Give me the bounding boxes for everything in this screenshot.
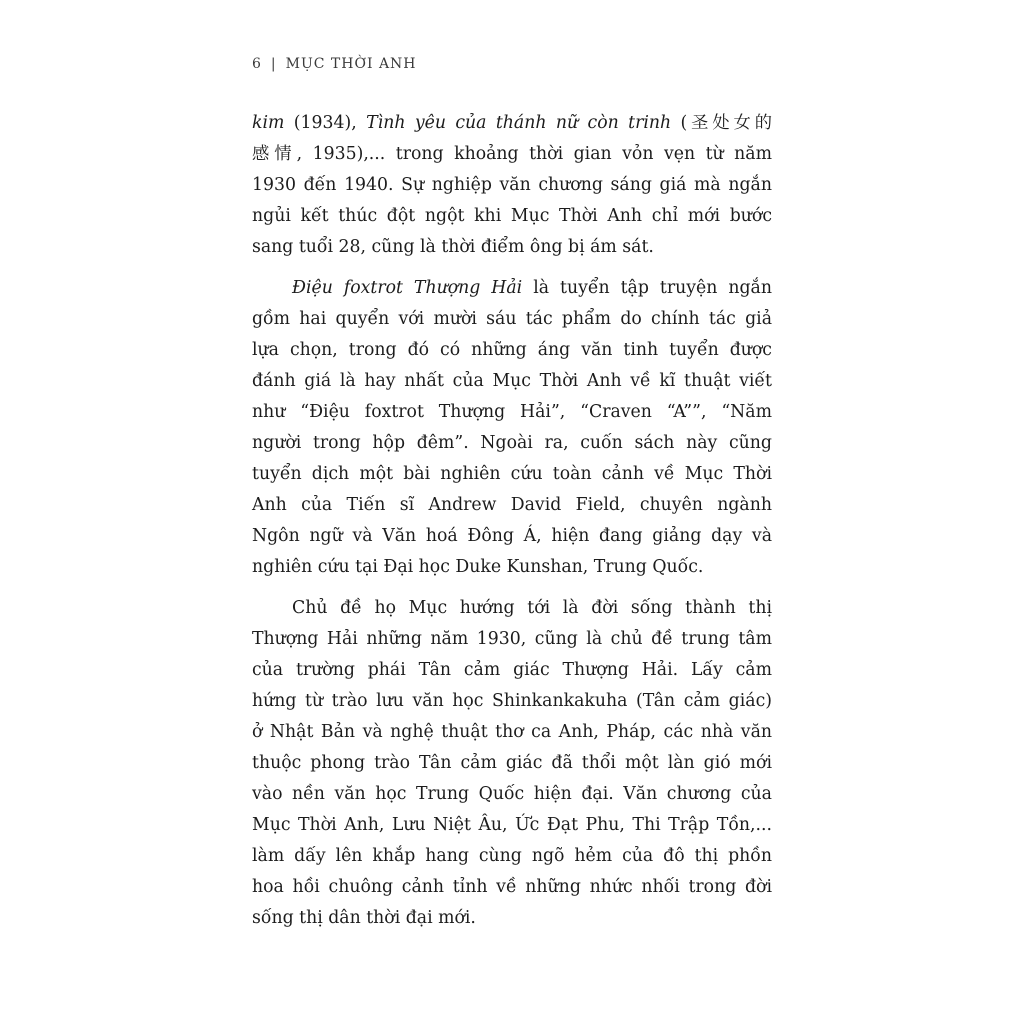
text-line xyxy=(252,366,772,397)
text-line xyxy=(252,748,772,779)
paragraph-gap xyxy=(252,583,772,593)
text-run: đánh giá là hay nhất của Mục Thời Anh về kĩ thuật viết xyxy=(252,371,772,391)
body-text xyxy=(252,108,772,934)
paragraph-gap xyxy=(252,263,772,273)
text-line xyxy=(252,810,772,841)
text-run: làm dấy lên khắp hang cùng ngõ hẻm của đô thị phồn xyxy=(252,846,772,866)
text-run: vào nền văn học Trung Quốc hiện đại. Văn chương của xyxy=(252,784,772,804)
italic-title: kim xyxy=(252,113,285,133)
text-run: 1930 đến 1940. Sự nghiệp văn chương sáng giá mà ngắn xyxy=(252,175,772,195)
text-run: Chủ đề họ Mục hướng tới là đời sống thành thị xyxy=(292,598,772,618)
text-line xyxy=(252,624,772,655)
text-line xyxy=(252,841,772,872)
text-run: nghiên cứu tại Đại học Duke Kunshan, Trung Quốc. xyxy=(252,557,704,577)
text-line xyxy=(252,459,772,490)
paragraph xyxy=(252,108,772,263)
text-line xyxy=(252,201,772,232)
text-line xyxy=(252,490,772,521)
text-run: hứng từ trào lưu văn học Shinkankakuha (Tân cảm giác) xyxy=(252,691,772,711)
text-line xyxy=(252,903,772,934)
text-run: Mục Thời Anh, Lưu Niệt Âu, Ức Đạt Phu, Thi Trập Tồn,... xyxy=(252,815,772,835)
text-line xyxy=(252,397,772,428)
text-run: (圣处女的 xyxy=(671,113,772,133)
italic-title: Tình yêu của thánh nữ còn trinh xyxy=(366,113,672,133)
text-line xyxy=(252,779,772,810)
text-run: sang tuổi 28, cũng là thời điểm ông bị ám sát. xyxy=(252,237,654,257)
text-line xyxy=(252,273,772,304)
italic-title: Điệu foxtrot Thượng Hải xyxy=(292,278,523,298)
text-line xyxy=(252,170,772,201)
text-line xyxy=(252,521,772,552)
text-line xyxy=(252,552,772,583)
text-line xyxy=(252,872,772,903)
running-header xyxy=(252,56,417,72)
text-run: lựa chọn, trong đó có những áng văn tinh tuyển được xyxy=(252,340,772,360)
text-run: ngủi kết thúc đột ngột khi Mục Thời Anh chỉ mới bước xyxy=(252,206,772,226)
text-run: là tuyển tập truyện ngắn xyxy=(522,278,772,298)
text-run: người trong hộp đêm”. Ngoài ra, cuốn sách này cũng xyxy=(252,433,772,453)
paragraph xyxy=(252,273,772,583)
text-line xyxy=(252,108,772,139)
text-run: của trường phái Tân cảm giác Thượng Hải. Lấy cảm xyxy=(252,660,772,680)
text-line xyxy=(252,686,772,717)
text-run: gồm hai quyển với mười sáu tác phẩm do chính tác giả xyxy=(252,309,772,329)
text-run: ở Nhật Bản và nghệ thuật thơ ca Anh, Pháp, các nhà văn xyxy=(252,722,772,742)
text-run: (1934), xyxy=(284,113,367,133)
text-run: Ngôn ngữ và Văn hoá Đông Á, hiện đang giảng dạy và xyxy=(252,526,772,546)
running-title: MỤC THỜI ANH xyxy=(285,56,417,72)
text-line xyxy=(252,139,772,170)
text-line xyxy=(252,428,772,459)
text-line xyxy=(252,335,772,366)
text-run: Anh của Tiến sĩ Andrew David Field, chuyên ngành xyxy=(252,495,772,515)
text-run: như “Điệu foxtrot Thượng Hải”, “Craven “A””, “Năm xyxy=(252,402,772,422)
paragraph xyxy=(252,593,772,934)
text-run: Thượng Hải những năm 1930, cũng là chủ đề trung tâm xyxy=(252,629,772,649)
page-number: 6 xyxy=(252,56,262,72)
text-line xyxy=(252,232,772,263)
text-line xyxy=(252,593,772,624)
text-run: thuộc phong trào Tân cảm giác đã thổi một làn gió mới xyxy=(252,753,772,773)
text-run: 感情, 1935),... trong khoảng thời gian vỏn vẹn từ năm xyxy=(252,144,772,164)
text-run: tuyển dịch một bài nghiên cứu toàn cảnh về Mục Thời xyxy=(252,464,772,484)
text-line xyxy=(252,304,772,335)
text-line xyxy=(252,655,772,686)
text-line xyxy=(252,717,772,748)
text-run: hoa hồi chuông cảnh tỉnh về những nhức nhối trong đời xyxy=(252,877,772,897)
header-separator: | xyxy=(270,56,277,72)
text-run: sống thị dân thời đại mới. xyxy=(252,908,476,928)
